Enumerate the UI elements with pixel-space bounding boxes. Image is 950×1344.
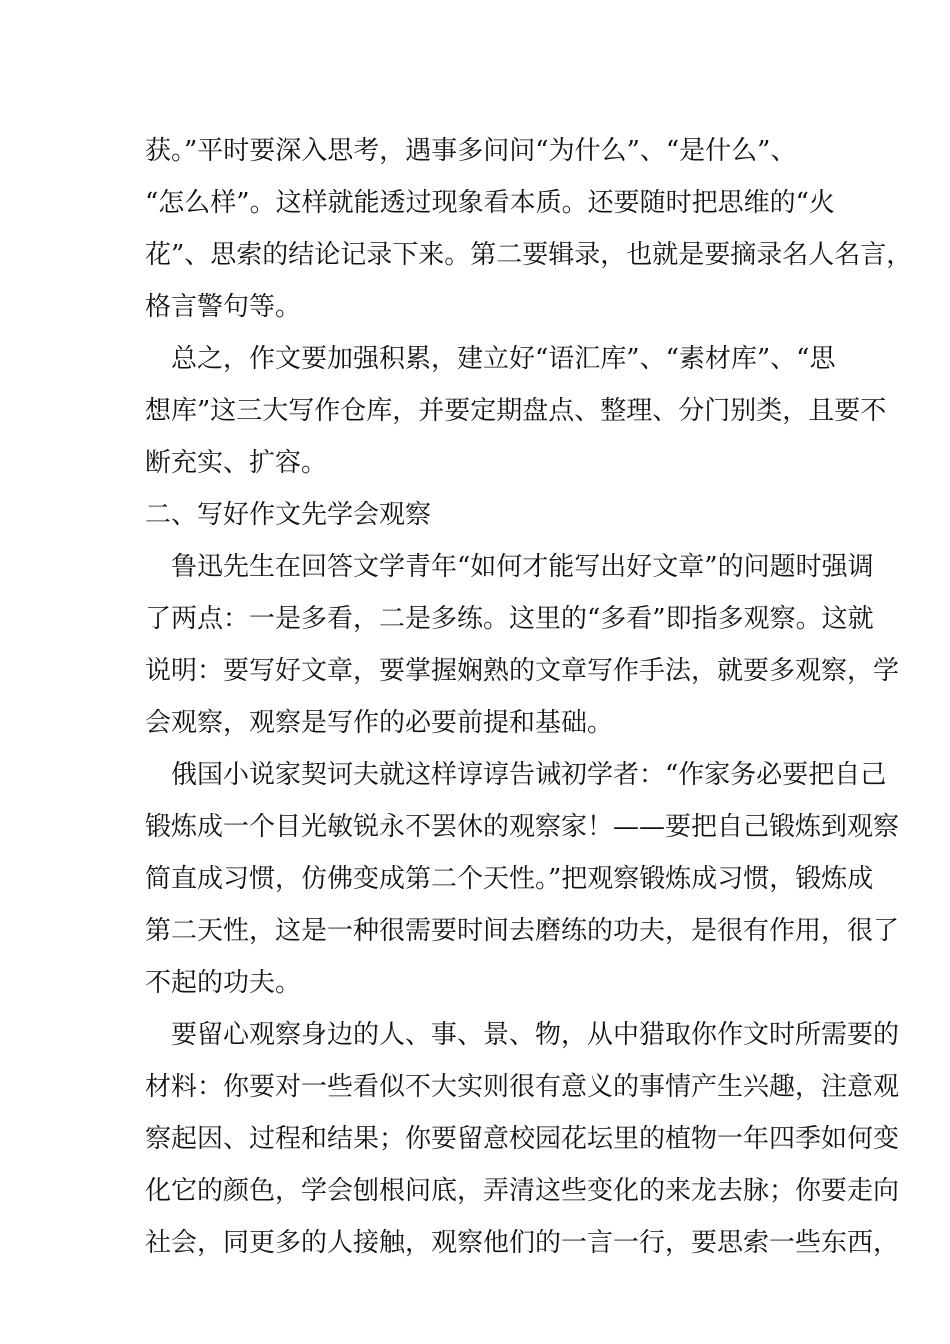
paragraph (145, 541, 900, 749)
section-heading (145, 489, 815, 541)
text-line: 想库”这三大写作仓库，并要定期盘点、整理、分门别类，且要不 (145, 396, 887, 426)
paragraph (145, 333, 887, 489)
text-line: 会观察，观察是写作的必要前提和基础。 (145, 708, 614, 738)
text-line: “怎么样”。这样就能透过现象看本质。还要随时把思维的“火 (145, 188, 835, 218)
text-line: 第二天性，这是一种很需要时间去磨练的功夫，是很有作用，很了 (145, 916, 900, 946)
text-line: 简直成习惯，仿佛变成第二个天性。”把观察锻炼成习惯，锻炼成 (145, 864, 874, 894)
text-line: 要留心观察身边的人、事、景、物，从中猎取你作文时所需要的 (145, 1020, 900, 1050)
text-line: 材料：你要对一些看似不大实则很有意义的事情产生兴趣，注意观 (145, 1072, 900, 1102)
text-line: 化它的颜色，学会刨根问底，弄清这些变化的来龙去脉；你要走向 (145, 1176, 900, 1206)
text-line: 鲁迅先生在回答文学青年“如何才能写出好文章”的问题时强调 (145, 552, 874, 582)
text-line: 花”、思索的结论记录下来。第二要辑录，也就是要摘录名人名言， (145, 240, 913, 270)
text-line: 格言警句等。 (145, 292, 302, 322)
text-line: 二、写好作文先学会观察 (145, 500, 432, 530)
text-line: 获。”平时要深入思考，遇事多问问“为什么”、“是什么”、 (145, 136, 797, 166)
paragraph (145, 749, 900, 1009)
paragraph (145, 1009, 900, 1269)
paragraph (145, 125, 913, 333)
text-line: 察起因、过程和结果；你要留意校园花坛里的植物一年四季如何变 (145, 1124, 900, 1154)
text-line: 断充实、扩容。 (145, 448, 328, 478)
text-line: 说明：要写好文章，要掌握娴熟的文章写作手法，就要多观察，学 (145, 656, 900, 686)
text-line: 了两点：一是多看，二是多练。这里的“多看”即指多观察。这就 (145, 604, 874, 634)
text-line: 社会，同更多的人接触，观察他们的一言一行，要思索一些东西， (145, 1228, 900, 1258)
text-line: 锻炼成一个目光敏锐永不罢休的观察家！——要把自己锻炼到观察 (145, 812, 900, 842)
body-text (145, 125, 913, 1269)
text-line: 俄国小说家契诃夫就这样谆谆告诫初学者：“作家务必要把自己 (145, 760, 887, 790)
text-line: 总之，作文要加强积累，建立好“语汇库”、“素材库”、“思 (145, 344, 836, 374)
text-line: 不起的功夫。 (145, 968, 302, 998)
